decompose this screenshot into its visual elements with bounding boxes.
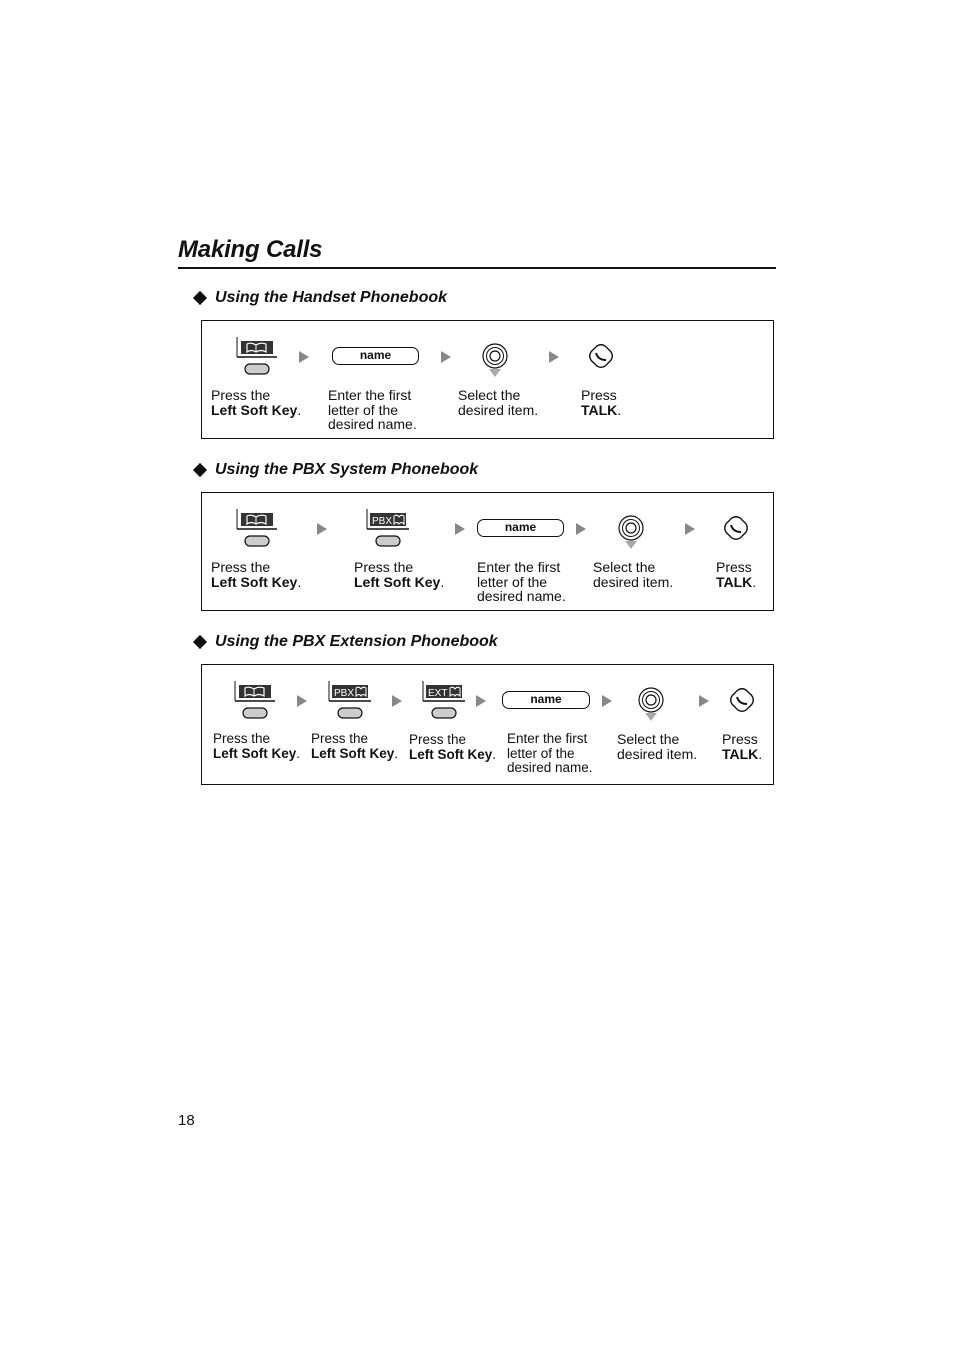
section-box-pbx-system xyxy=(201,492,774,611)
diamond-bullet-icon xyxy=(193,635,207,649)
page-title: Making Calls xyxy=(178,236,776,269)
name-key-icon: name xyxy=(332,347,419,365)
navigator-key-icon xyxy=(637,686,665,722)
talk-handset-icon xyxy=(723,515,749,541)
step-arrow-icon xyxy=(441,351,451,363)
pbx-phonebook-soft-key-icon xyxy=(327,681,373,721)
step-arrow-icon xyxy=(602,695,612,707)
step-text: Select the desired item. xyxy=(593,559,674,590)
step-arrow-icon xyxy=(297,695,307,707)
page-number: 18 xyxy=(178,1112,195,1129)
step-arrow-icon xyxy=(685,523,695,535)
navigator-key-icon xyxy=(481,342,509,378)
pbx-icon-label: PBX xyxy=(372,516,393,527)
section-heading-pbx-extension xyxy=(192,633,498,651)
step-text: Press the Left Soft Key. xyxy=(311,731,399,761)
name-key-icon: name xyxy=(477,519,564,537)
section-heading-pbx-system xyxy=(192,461,478,479)
pbx-icon-label: PBX xyxy=(334,688,355,699)
step-text: Press the Left Soft Key. xyxy=(211,387,302,418)
step-text: Press TALK. xyxy=(722,731,763,762)
step-text: Press the Left Soft Key. xyxy=(211,559,302,590)
step-text: Enter the first letter of the desired name. xyxy=(328,387,417,432)
step-arrow-icon xyxy=(699,695,709,707)
step-arrow-icon xyxy=(455,523,465,535)
talk-handset-icon xyxy=(729,687,755,713)
talk-handset-icon xyxy=(588,343,614,369)
diamond-bullet-icon xyxy=(193,291,207,305)
section-box-pbx-extension xyxy=(201,664,774,785)
step-arrow-icon xyxy=(576,523,586,535)
phonebook-soft-key-icon xyxy=(235,337,279,377)
step-arrow-icon xyxy=(476,695,486,707)
phonebook-soft-key-icon xyxy=(233,681,277,721)
step-text: Select the desired item. xyxy=(458,387,539,418)
section-heading-text: Using the PBX System Phonebook xyxy=(215,461,479,478)
step-arrow-icon xyxy=(317,523,327,535)
diamond-bullet-icon xyxy=(193,463,207,477)
step-text: Press the Left Soft Key. xyxy=(409,732,497,762)
step-arrow-icon xyxy=(392,695,402,707)
section-heading-text: Using the PBX Extension Phonebook xyxy=(215,633,498,650)
step-arrow-icon xyxy=(549,351,559,363)
name-key-icon: name xyxy=(502,691,590,709)
step-text: Press TALK. xyxy=(581,387,622,418)
step-arrow-icon xyxy=(299,351,309,363)
step-text: Enter the first letter of the desired name. xyxy=(507,731,593,775)
step-text: Press the Left Soft Key. xyxy=(213,731,301,761)
step-text: Press the Left Soft Key. xyxy=(354,559,445,590)
step-text: Press TALK. xyxy=(716,559,757,590)
phonebook-soft-key-icon xyxy=(235,509,279,549)
navigator-key-icon xyxy=(617,514,645,550)
step-text: Select the desired item. xyxy=(617,731,698,762)
ext-phonebook-soft-key-icon xyxy=(421,681,467,721)
section-heading-text: Using the Handset Phonebook xyxy=(215,289,448,306)
step-text: Enter the first letter of the desired name. xyxy=(477,559,566,604)
section-heading-handset xyxy=(192,289,447,307)
pbx-phonebook-soft-key-icon xyxy=(365,509,411,549)
section-box-handset xyxy=(201,320,774,439)
ext-icon-label: EXT xyxy=(428,688,448,699)
